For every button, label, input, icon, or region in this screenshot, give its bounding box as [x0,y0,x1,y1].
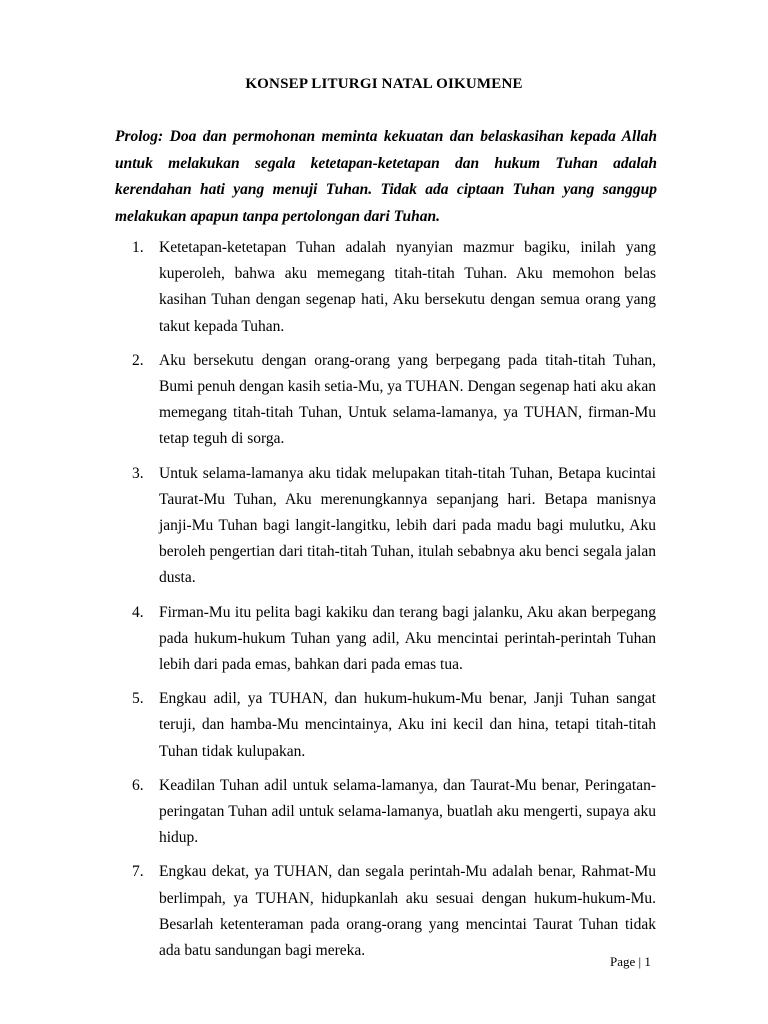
list-item-number: 5. [132,690,144,708]
list-item [128,461,656,592]
list-item [128,348,656,453]
list-item [128,600,656,679]
list-item [128,859,656,964]
list-item-text: Untuk selama-lamanya aku tidak melupakan titah-titah Tuhan, Betapa kucintai Taurat-Mu Tuhan, Aku merenungkannya sepanjang hari. Betapa manisnya janji-Mu Tuhan bagi langit-langitku, lebih dari pada madu bagi mulutku, Aku beroleh pengertian dari titah-titah Tuhan, itulah sebabnya aku benci segala jalan dusta. [159,464,656,587]
list-item-number: 4. [132,603,144,621]
prolog-paragraph: Prolog: Doa dan permohonan meminta kekuatan dan belaskasihan kepada Allah untuk melakukan segala ketetapan-ketetapan dan hukum Tuhan adalah kerendahan hati yang menuji Tuhan. Tidak ada ciptaan Tuhan yang sanggup melakukan apapun tanpa pertolongan dari Tuhan. [115,128,657,225]
document-title: KONSEP LITURGI NATAL OIKUMENE [245,76,523,92]
list-item-number: 7. [132,863,144,881]
page-number-footer: Page | 1 [610,954,651,969]
list-item-number: 1. [132,239,144,256]
list-item [128,235,656,340]
list-item-number: 2. [132,351,144,369]
list-item-text: Firman-Mu itu pelita bagi kakiku dan terang bagi jalanku, Aku akan berpegang pada hukum-hukum Tuhan yang adil, Aku mencintai perintah-perintah Tuhan lebih dari pada emas, bahkan dari pada emas tua. [159,603,656,674]
list-item-number: 3. [132,464,144,482]
list-item [128,773,656,852]
list-item-text: Ketetapan-ketetapan Tuhan adalah nyanyian mazmur bagiku, inilah yang kuperoleh, bahwa aku memegang titah-titah Tuhan. Aku memohon belas kasihan Tuhan dengan segenap hati, Aku bersekutu dengan semua orang yang takut kepada Tuhan. [159,239,656,335]
list-item-text: Engkau adil, ya TUHAN, dan hukum-hukum-Mu benar, Janji Tuhan sangat teruji, dan hamba-Mu mencintainya, Aku ini kecil dan hina, tetapi titah-titah Tuhan tidak kulupakan. [159,690,656,760]
list-item-text: Keadilan Tuhan adil untuk selama-lamanya, dan Taurat-Mu benar, Peringatan-peringatan Tuhan adil untuk selama-lamanya, buatlah aku mengerti, supaya aku hidup. [159,776,656,847]
list-item [128,686,656,765]
list-item-text: Engkau dekat, ya TUHAN, dan segala perintah-Mu adalah benar, Rahmat-Mu berlimpah, ya TUHAN, hidupkanlah aku sesuai dengan hukum-hukum-Mu. Besarlah ketenteraman pada orang-orang yang mencintai Taurat Tuhan tidak ada batu sandungan bagi mereka. [159,863,656,960]
list-item-number: 6. [132,776,144,794]
list-item-text: Aku bersekutu dengan orang-orang yang berpegang pada titah-titah Tuhan, Bumi penuh dengan kasih setia-Mu, ya TUHAN. Dengan segenap hati aku akan memegang titah-titah Tuhan, Untuk selama-lamanya, ya TUHAN, firman-Mu tetap teguh di sorga. [159,351,656,448]
numbered-list [128,235,656,972]
